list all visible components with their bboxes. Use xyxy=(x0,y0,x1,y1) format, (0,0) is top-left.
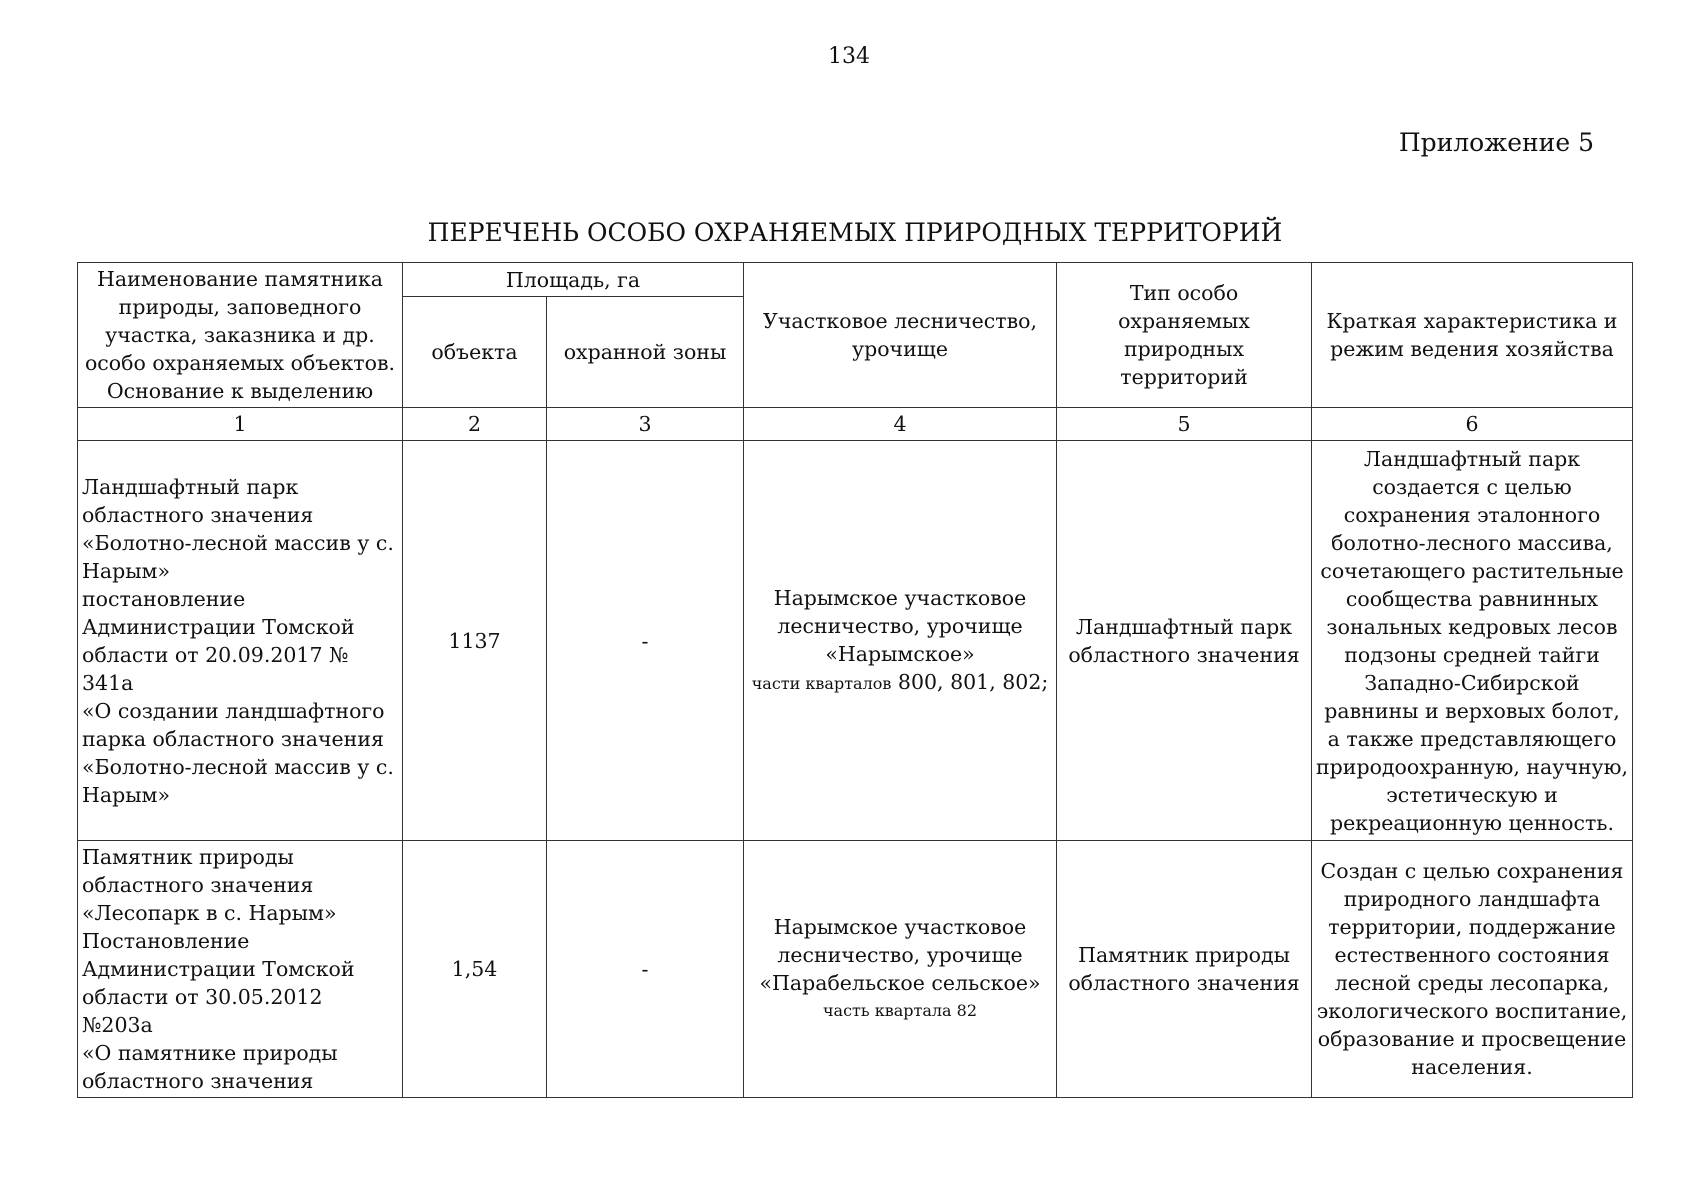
area-zone-cell: - xyxy=(547,841,744,1098)
forestry-cell xyxy=(744,441,1057,841)
territory-name-cell xyxy=(78,841,403,1098)
column-number-row xyxy=(78,408,1633,441)
column-number: 4 xyxy=(744,408,1057,441)
forestry-quarters xyxy=(748,668,1052,698)
column-number: 2 xyxy=(403,408,547,441)
header-area-object: объекта xyxy=(403,297,547,408)
territory-type-cell: Ландшафтный парк областного значения xyxy=(1057,441,1312,841)
name-line: Нарым» xyxy=(82,558,171,583)
column-number: 3 xyxy=(547,408,744,441)
forestry-quarter-numbers: 800, 801, 802; xyxy=(897,669,1049,694)
header-type: Тип особо охраняемых природных территорий xyxy=(1057,263,1312,408)
header-forestry: Участковое лесничество, урочище xyxy=(744,263,1057,408)
appendix-label: Приложение 5 xyxy=(1398,128,1594,157)
header-area-zone: охранной зоны xyxy=(547,297,744,408)
territory-type-cell: Памятник природы областного значения xyxy=(1057,841,1312,1098)
name-line: областного значения xyxy=(82,873,314,897)
description-cell: Ландшафтный парк создается с целью сохранения эталонного болотно-лесного массива, сочетающего растительные сообщества равнинных зональных кедровых лесов подзоны средней тайги Западно-Сибирской равнины и верховых болот, а также представляющего природоохранную, научную, эстетическую и рекреационную ценность. xyxy=(1312,441,1633,841)
name-line: областного значения xyxy=(82,502,314,527)
name-line: Нарым» xyxy=(82,782,171,807)
table-row xyxy=(78,841,1633,1098)
header-name: Наименование памятника природы, заповедного участка, заказника и др. особо охраняемых объектов. Основание к выделению xyxy=(78,263,403,408)
column-number: 6 xyxy=(1312,408,1633,441)
name-line: постановление xyxy=(82,586,246,611)
column-number: 1 xyxy=(78,408,403,441)
name-line: парка областного значения xyxy=(82,726,384,751)
territory-name-cell xyxy=(78,441,403,841)
area-object-cell: 1,54 xyxy=(403,841,547,1098)
name-line: Администрации Томской xyxy=(82,957,355,981)
name-line: Администрации Томской xyxy=(82,614,355,639)
name-line: «Болотно-лесной массив у с. xyxy=(82,754,394,779)
forestry-cell xyxy=(744,841,1057,1098)
forestry-main: Нарымское участковое лесничество, урочище «Парабельское сельское» xyxy=(759,915,1041,995)
name-line: области от 20.09.2017 № 341а xyxy=(82,642,349,695)
name-line: Ландшафтный парк xyxy=(82,474,299,499)
forestry-note: часть квартала 82 xyxy=(822,1001,978,1020)
name-line: «Болотно-лесной массив у с. xyxy=(82,530,394,555)
description-cell: Создан с целью сохранения природного ландшафта территории, поддержание естественного состояния лесной среды лесопарка, экологического воспитание, образование и просвещение населения. xyxy=(1312,841,1633,1098)
protected-territories-table xyxy=(77,262,1633,1098)
forestry-main: Нарымское участковое лесничество, урочище «Нарымское» xyxy=(773,585,1027,666)
document-title: ПЕРЕЧЕНЬ ОСОБО ОХРАНЯЕМЫХ ПРИРОДНЫХ ТЕРРИТОРИЙ xyxy=(427,218,1283,247)
name-line: «О памятнике природы xyxy=(82,1041,338,1065)
name-line: «Лесопарк в с. Нарым» xyxy=(82,901,337,925)
table-row xyxy=(78,441,1633,841)
column-number: 5 xyxy=(1057,408,1312,441)
forestry-note: части кварталов xyxy=(751,673,892,693)
area-zone-cell: - xyxy=(547,441,744,841)
area-object-cell: 1137 xyxy=(403,441,547,841)
header-description: Краткая характеристика и режим ведения хозяйства xyxy=(1312,263,1633,408)
page-number: 134 xyxy=(828,44,870,69)
name-line: Памятник природы xyxy=(82,845,294,869)
name-line: «О создании ландшафтного xyxy=(82,698,385,723)
name-line: областного значения xyxy=(82,1069,314,1093)
name-line: области от 30.05.2012 №203а xyxy=(82,985,323,1037)
name-line: Постановление xyxy=(82,929,250,953)
header-area-group: Площадь, га xyxy=(403,263,744,297)
